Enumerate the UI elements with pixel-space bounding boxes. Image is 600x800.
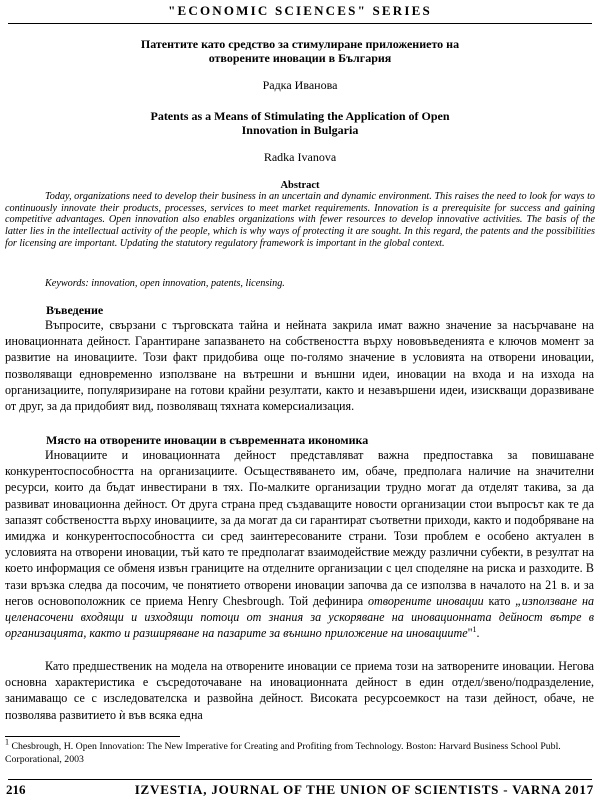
- paragraph-text: като: [483, 593, 516, 608]
- paragraph-text: .: [476, 626, 480, 641]
- paragraph-text: Иновациите и иновационната дейност представляват важна предпоставка за повишаване конкурентоспособността на организациите. Осъществяването им, обаче, предполага наличие на значителни ресурси, които да бъдат инвестирани в тях. По-малките организации трудно могат да отделят такива, за да развиват иновационна дейност. От друга страна пред създаващите новости организации стои въпросът как те да запазят собствеността върху иновациите, за да могат да си гарантират съответни приходи, както и подобряване на имиджа и конкурентоспособността си сред заинтересованите страни. Този проблем е особено актуален в условията на отворени иновации, тъй като те предполагат взаимодействие между различни субекти, в резултат на което информация се обменя извън границите на отделните организации с цел споделяне на риска и разходите. В тази връзка следва да посочим, че понятието отворени иновации започва да се използва в началото на 21 в. и за негов основоположник се приема Henry Chesbrough. Той дефинира: [5, 448, 594, 608]
- title-english: [60, 109, 540, 137]
- definition-quote: „използване на целенасочени входящи и изходящи потоци от знания за ускоряване на иновационната дейност вътре в организацията, както и разширяване на пазарите за външно приложение на иновациите: [5, 593, 595, 641]
- defined-term: отворените иновации: [367, 593, 484, 608]
- footnote-reference: 1: [472, 625, 477, 635]
- header-rule: [8, 23, 592, 24]
- footnote-text: Chesbrough, H. Open Innovation: The New Imperative for Creating and Profiting from Technology. Boston: Harvard Business School Publ. Corporational, 2003: [5, 741, 561, 765]
- open-innovation-paragraph-1: [5, 447, 594, 641]
- footer-rule: [8, 779, 592, 780]
- abstract-text: Today, organizations need to develop their business in an uncertain and dynamic environment. This raises the need to look for ways to continuously innovate their products, processes, services to meet market requirements. Innovation is a prerequisite for success and gaining competitive advantages. Open innovation also enables organizations with fewer resources to develop innovative activities. The basis of the latter lies in the intellectual activity of the people, which is why ways of protecting it are sought. In this regard, the patents and the possibilities for licensing are important. Updating the statutory regulatory framework is important in the global context.: [5, 191, 595, 249]
- section-heading-introduction: Въведение: [46, 303, 104, 317]
- title-english-line-2: Innovation in Bulgaria: [241, 123, 359, 137]
- page-number: 216: [6, 782, 26, 797]
- abstract-heading: Abstract: [280, 180, 320, 191]
- running-footer: IZVESTIA, JOURNAL OF THE UNION OF SCIENTISTS - VARNA 2017: [134, 782, 594, 797]
- author-english: Radka Ivanova: [263, 150, 337, 164]
- title-bulgarian: [60, 37, 540, 65]
- running-header: "ECONOMIC SCIENCES" SERIES: [168, 3, 432, 18]
- author-bulgarian: Радка Иванова: [262, 78, 338, 92]
- footnote-rule: [5, 736, 180, 737]
- footnote-marker: 1: [5, 737, 9, 747]
- quote-mark: ": [467, 626, 473, 641]
- title-bulgarian-line-2: отворените иновации в България: [208, 51, 392, 65]
- open-innovation-paragraph-2: Като предшественик на модела на отворените иновации се приема този на затворените иновации. Негова основна характеристика е съсредоточаване на иновационната дейност в един отдел/звено/подразделение, занимаващо се с изследователска и развойна дейност. Високата ресурсоемкост на тази дейност, обаче, не позволява развитието ѝ във всяка една: [5, 659, 594, 722]
- footnote: [5, 737, 594, 766]
- title-bulgarian-line-1: Патентите като средство за стимулиране приложението на: [140, 37, 460, 51]
- section-heading-open-innovation: Място на отворените иновации в съвременната икономика: [46, 433, 369, 447]
- title-english-line-1: Patents as a Means of Stimulating the Application of Open: [150, 109, 450, 123]
- introduction-paragraph: Въпросите, свързани с търговската тайна и нейната закрила имат важно значение за насърчаване на иновационната дейност. Гарантиране запазването на собствеността върху нововъведенията е ключов момент за развитие на иновациите. Този факт придобива още по-голямо значение в условията на отворени иновации, позволяващи едновременно използване на вътрешни и външни идеи, иновации на входа и на изхода на организациите, популяризиране на готови крайни резултати, както и незавършени идеи, изискващи доразвиване от друг, за да придобият вид, позволяващ тяхната комерсиализация.: [5, 318, 594, 414]
- keywords: Keywords: innovation, open innovation, patents, licensing.: [45, 278, 285, 289]
